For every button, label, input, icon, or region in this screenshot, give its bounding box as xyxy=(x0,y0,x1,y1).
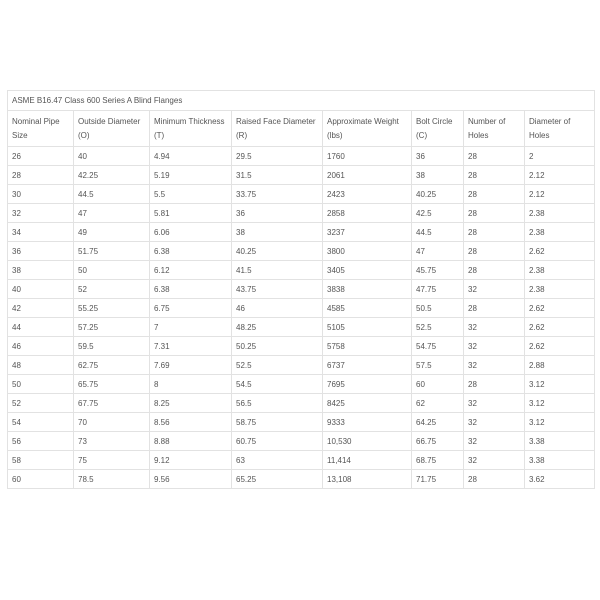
table-row xyxy=(8,394,595,413)
minimum-thickness-cell: 6.38 xyxy=(150,280,232,299)
bolt-circle-cell: 57.5 xyxy=(412,356,464,375)
number-of-holes-cell: 28 xyxy=(464,470,525,489)
diameter-of-holes-cell: 3.38 xyxy=(525,432,595,451)
header-line-2: (lbs) xyxy=(327,130,343,140)
bolt-circle-cell: 62 xyxy=(412,394,464,413)
bolt-circle-cell: 45.75 xyxy=(412,261,464,280)
minimum-thickness-cell: 6.06 xyxy=(150,223,232,242)
raised-face-diameter-cell: 48.25 xyxy=(232,318,323,337)
raised-face-diameter-cell: 63 xyxy=(232,451,323,470)
approximate-weight-cell: 10,530 xyxy=(323,432,412,451)
diameter-of-holes-cell: 2.62 xyxy=(525,242,595,261)
outside-diameter-cell: 55.25 xyxy=(74,299,150,318)
minimum-thickness-cell: 4.94 xyxy=(150,147,232,166)
minimum-thickness-cell: 8.25 xyxy=(150,394,232,413)
bolt-circle-cell: 52.5 xyxy=(412,318,464,337)
table-row xyxy=(8,451,595,470)
diameter-of-holes-cell: 3.12 xyxy=(525,394,595,413)
table-row xyxy=(8,147,595,166)
outside-diameter-cell: 49 xyxy=(74,223,150,242)
header-line-1: Number of xyxy=(468,116,506,126)
bolt-circle-cell: 44.5 xyxy=(412,223,464,242)
number-of-holes-cell: 28 xyxy=(464,223,525,242)
raised-face-diameter-cell: 43.75 xyxy=(232,280,323,299)
number-of-holes-cell: 32 xyxy=(464,356,525,375)
nominal-pipe-size-cell: 34 xyxy=(8,223,74,242)
raised-face-diameter-cell: 50.25 xyxy=(232,337,323,356)
nominal-pipe-size-cell: 28 xyxy=(8,166,74,185)
nominal-pipe-size-cell: 56 xyxy=(8,432,74,451)
table-row xyxy=(8,204,595,223)
approximate-weight-cell: 3838 xyxy=(323,280,412,299)
nominal-pipe-size-cell: 60 xyxy=(8,470,74,489)
header-line-1: Diameter of xyxy=(529,116,571,126)
nominal-pipe-size-cell: 52 xyxy=(8,394,74,413)
bolt-circle-cell: 38 xyxy=(412,166,464,185)
approximate-weight-cell: 5758 xyxy=(323,337,412,356)
caption-row xyxy=(8,91,595,111)
header-line-1: Nominal Pipe xyxy=(12,116,60,126)
number-of-holes-cell: 32 xyxy=(464,413,525,432)
outside-diameter-cell: 42.25 xyxy=(74,166,150,185)
minimum-thickness-cell: 5.19 xyxy=(150,166,232,185)
header-line-1: Outside Diameter xyxy=(78,116,141,126)
header-outside-diameter xyxy=(74,111,150,147)
blind-flanges-table-container xyxy=(7,90,594,489)
minimum-thickness-cell: 8.88 xyxy=(150,432,232,451)
outside-diameter-cell: 75 xyxy=(74,451,150,470)
raised-face-diameter-cell: 56.5 xyxy=(232,394,323,413)
table-row xyxy=(8,375,595,394)
header-line-2: Holes xyxy=(468,130,489,140)
table-body xyxy=(8,147,595,489)
raised-face-diameter-cell: 58.75 xyxy=(232,413,323,432)
header-line-2: (C) xyxy=(416,130,428,140)
diameter-of-holes-cell: 2.88 xyxy=(525,356,595,375)
approximate-weight-cell: 4585 xyxy=(323,299,412,318)
header-raised-face-diameter xyxy=(232,111,323,147)
table-head xyxy=(8,91,595,147)
minimum-thickness-cell: 7.31 xyxy=(150,337,232,356)
raised-face-diameter-cell: 46 xyxy=(232,299,323,318)
approximate-weight-cell: 13,108 xyxy=(323,470,412,489)
outside-diameter-cell: 40 xyxy=(74,147,150,166)
approximate-weight-cell: 1760 xyxy=(323,147,412,166)
bolt-circle-cell: 71.75 xyxy=(412,470,464,489)
nominal-pipe-size-cell: 50 xyxy=(8,375,74,394)
table-row xyxy=(8,470,595,489)
outside-diameter-cell: 51.75 xyxy=(74,242,150,261)
raised-face-diameter-cell: 36 xyxy=(232,204,323,223)
approximate-weight-cell: 8425 xyxy=(323,394,412,413)
raised-face-diameter-cell: 41.5 xyxy=(232,261,323,280)
header-line-2: (R) xyxy=(236,130,248,140)
number-of-holes-cell: 32 xyxy=(464,280,525,299)
bolt-circle-cell: 50.5 xyxy=(412,299,464,318)
number-of-holes-cell: 28 xyxy=(464,242,525,261)
minimum-thickness-cell: 9.12 xyxy=(150,451,232,470)
approximate-weight-cell: 2858 xyxy=(323,204,412,223)
raised-face-diameter-cell: 31.5 xyxy=(232,166,323,185)
header-line-2: (T) xyxy=(154,130,165,140)
raised-face-diameter-cell: 29.5 xyxy=(232,147,323,166)
table-row xyxy=(8,223,595,242)
minimum-thickness-cell: 6.38 xyxy=(150,242,232,261)
header-line-1: Approximate Weight xyxy=(327,116,399,126)
header-line-1: Minimum Thickness xyxy=(154,116,225,126)
diameter-of-holes-cell: 2.12 xyxy=(525,166,595,185)
diameter-of-holes-cell: 2.62 xyxy=(525,299,595,318)
column-header-row xyxy=(8,111,595,147)
table-row xyxy=(8,356,595,375)
number-of-holes-cell: 32 xyxy=(464,337,525,356)
diameter-of-holes-cell: 2.38 xyxy=(525,261,595,280)
bolt-circle-cell: 40.25 xyxy=(412,185,464,204)
header-minimum-thickness xyxy=(150,111,232,147)
diameter-of-holes-cell: 2.38 xyxy=(525,280,595,299)
approximate-weight-cell: 11,414 xyxy=(323,451,412,470)
diameter-of-holes-cell: 2.62 xyxy=(525,337,595,356)
header-number-of-holes xyxy=(464,111,525,147)
bolt-circle-cell: 54.75 xyxy=(412,337,464,356)
table-row xyxy=(8,185,595,204)
bolt-circle-cell: 47 xyxy=(412,242,464,261)
number-of-holes-cell: 28 xyxy=(464,375,525,394)
number-of-holes-cell: 28 xyxy=(464,147,525,166)
outside-diameter-cell: 67.75 xyxy=(74,394,150,413)
outside-diameter-cell: 62.75 xyxy=(74,356,150,375)
number-of-holes-cell: 28 xyxy=(464,204,525,223)
nominal-pipe-size-cell: 44 xyxy=(8,318,74,337)
approximate-weight-cell: 6737 xyxy=(323,356,412,375)
header-line-2: (O) xyxy=(78,130,90,140)
minimum-thickness-cell: 5.5 xyxy=(150,185,232,204)
header-line-2: Holes xyxy=(529,130,550,140)
bolt-circle-cell: 66.75 xyxy=(412,432,464,451)
minimum-thickness-cell: 7 xyxy=(150,318,232,337)
number-of-holes-cell: 32 xyxy=(464,451,525,470)
minimum-thickness-cell: 6.75 xyxy=(150,299,232,318)
diameter-of-holes-cell: 2.12 xyxy=(525,185,595,204)
approximate-weight-cell: 2423 xyxy=(323,185,412,204)
diameter-of-holes-cell: 3.38 xyxy=(525,451,595,470)
outside-diameter-cell: 78.5 xyxy=(74,470,150,489)
minimum-thickness-cell: 8 xyxy=(150,375,232,394)
header-bolt-circle xyxy=(412,111,464,147)
number-of-holes-cell: 28 xyxy=(464,166,525,185)
table-row xyxy=(8,337,595,356)
nominal-pipe-size-cell: 40 xyxy=(8,280,74,299)
outside-diameter-cell: 50 xyxy=(74,261,150,280)
minimum-thickness-cell: 9.56 xyxy=(150,470,232,489)
outside-diameter-cell: 57.25 xyxy=(74,318,150,337)
raised-face-diameter-cell: 38 xyxy=(232,223,323,242)
table-caption: ASME B16.47 Class 600 Series A Blind Flanges xyxy=(8,91,595,111)
table-row xyxy=(8,261,595,280)
header-line-1: Bolt Circle xyxy=(416,116,453,126)
minimum-thickness-cell: 8.56 xyxy=(150,413,232,432)
table-row xyxy=(8,413,595,432)
approximate-weight-cell: 5105 xyxy=(323,318,412,337)
diameter-of-holes-cell: 3.62 xyxy=(525,470,595,489)
table-row xyxy=(8,242,595,261)
bolt-circle-cell: 60 xyxy=(412,375,464,394)
nominal-pipe-size-cell: 36 xyxy=(8,242,74,261)
approximate-weight-cell: 3237 xyxy=(323,223,412,242)
blind-flanges-table xyxy=(7,90,595,489)
table-row xyxy=(8,280,595,299)
outside-diameter-cell: 59.5 xyxy=(74,337,150,356)
nominal-pipe-size-cell: 26 xyxy=(8,147,74,166)
header-line-1: Raised Face Diameter xyxy=(236,116,316,126)
number-of-holes-cell: 28 xyxy=(464,185,525,204)
approximate-weight-cell: 7695 xyxy=(323,375,412,394)
raised-face-diameter-cell: 33.75 xyxy=(232,185,323,204)
nominal-pipe-size-cell: 38 xyxy=(8,261,74,280)
approximate-weight-cell: 3405 xyxy=(323,261,412,280)
nominal-pipe-size-cell: 46 xyxy=(8,337,74,356)
minimum-thickness-cell: 6.12 xyxy=(150,261,232,280)
outside-diameter-cell: 44.5 xyxy=(74,185,150,204)
diameter-of-holes-cell: 3.12 xyxy=(525,375,595,394)
raised-face-diameter-cell: 60.75 xyxy=(232,432,323,451)
outside-diameter-cell: 52 xyxy=(74,280,150,299)
number-of-holes-cell: 28 xyxy=(464,299,525,318)
header-approximate-weight xyxy=(323,111,412,147)
nominal-pipe-size-cell: 58 xyxy=(8,451,74,470)
number-of-holes-cell: 32 xyxy=(464,432,525,451)
bolt-circle-cell: 68.75 xyxy=(412,451,464,470)
bolt-circle-cell: 64.25 xyxy=(412,413,464,432)
number-of-holes-cell: 32 xyxy=(464,318,525,337)
nominal-pipe-size-cell: 48 xyxy=(8,356,74,375)
number-of-holes-cell: 32 xyxy=(464,394,525,413)
diameter-of-holes-cell: 2.62 xyxy=(525,318,595,337)
table-row xyxy=(8,318,595,337)
diameter-of-holes-cell: 3.12 xyxy=(525,413,595,432)
table-row xyxy=(8,432,595,451)
approximate-weight-cell: 3800 xyxy=(323,242,412,261)
approximate-weight-cell: 9333 xyxy=(323,413,412,432)
outside-diameter-cell: 70 xyxy=(74,413,150,432)
header-line-2: Size xyxy=(12,130,28,140)
raised-face-diameter-cell: 52.5 xyxy=(232,356,323,375)
table-row xyxy=(8,299,595,318)
approximate-weight-cell: 2061 xyxy=(323,166,412,185)
table-row xyxy=(8,166,595,185)
outside-diameter-cell: 65.75 xyxy=(74,375,150,394)
nominal-pipe-size-cell: 54 xyxy=(8,413,74,432)
nominal-pipe-size-cell: 30 xyxy=(8,185,74,204)
bolt-circle-cell: 36 xyxy=(412,147,464,166)
outside-diameter-cell: 47 xyxy=(74,204,150,223)
bolt-circle-cell: 47.75 xyxy=(412,280,464,299)
number-of-holes-cell: 28 xyxy=(464,261,525,280)
outside-diameter-cell: 73 xyxy=(74,432,150,451)
header-nominal-pipe-size xyxy=(8,111,74,147)
raised-face-diameter-cell: 65.25 xyxy=(232,470,323,489)
minimum-thickness-cell: 7.69 xyxy=(150,356,232,375)
nominal-pipe-size-cell: 42 xyxy=(8,299,74,318)
diameter-of-holes-cell: 2.38 xyxy=(525,204,595,223)
raised-face-diameter-cell: 54.5 xyxy=(232,375,323,394)
diameter-of-holes-cell: 2.38 xyxy=(525,223,595,242)
minimum-thickness-cell: 5.81 xyxy=(150,204,232,223)
diameter-of-holes-cell: 2 xyxy=(525,147,595,166)
header-diameter-of-holes xyxy=(525,111,595,147)
nominal-pipe-size-cell: 32 xyxy=(8,204,74,223)
bolt-circle-cell: 42.5 xyxy=(412,204,464,223)
raised-face-diameter-cell: 40.25 xyxy=(232,242,323,261)
